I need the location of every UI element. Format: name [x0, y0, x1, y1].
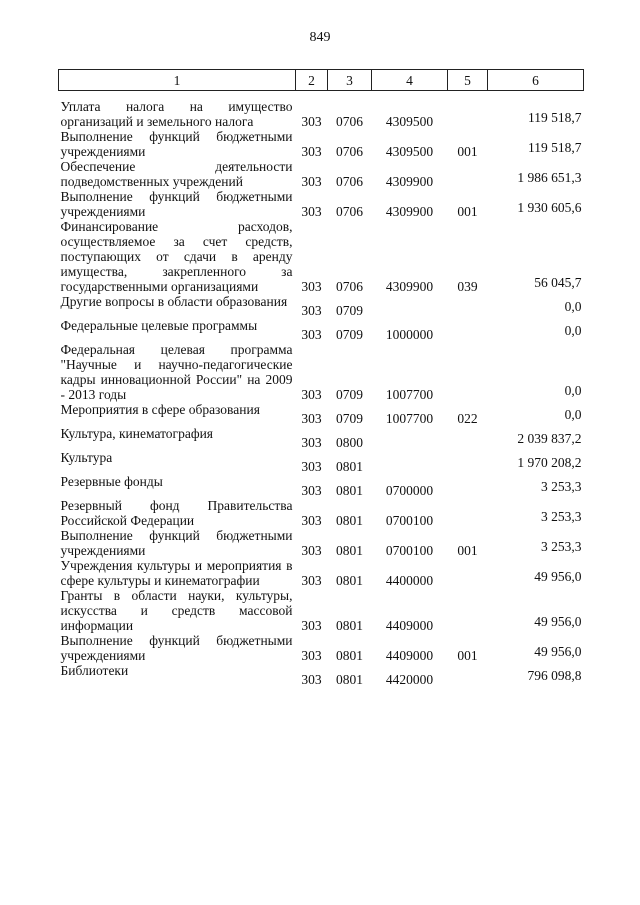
row-section-code: 0706 — [336, 144, 363, 159]
row-name-text: Культура — [60, 450, 113, 465]
row-admin-code: 303 — [301, 435, 322, 450]
row-section-code: 0801 — [336, 543, 363, 558]
row-section-code: 0706 — [336, 114, 363, 129]
row-expense-type: 001 — [457, 543, 478, 558]
header-row — [59, 70, 584, 91]
row-expense-type — [448, 450, 488, 474]
row-section-code: 0709 — [336, 387, 363, 402]
row-section-code: 0801 — [336, 483, 363, 498]
row-article-code: 0700100 — [385, 543, 434, 558]
row-name-text: Выполнение функций бюджетными учреждениями — [60, 528, 293, 558]
row-section-code: 0801 — [336, 648, 363, 663]
row-amount: 796 098,8 — [527, 668, 582, 683]
row-admin-code: 303 — [301, 303, 322, 318]
row-amount: 0,0 — [564, 323, 582, 338]
table-header — [59, 70, 584, 91]
row-name — [59, 129, 296, 159]
budget-table — [58, 69, 584, 687]
row-article-code: 1000000 — [385, 327, 434, 342]
row-name-text: Библиотеки — [60, 663, 129, 678]
row-admin-code: 303 — [301, 204, 322, 219]
row-name-text: Выполнение функций бюджетными учреждениями — [60, 633, 293, 663]
row-name-text: Гранты в области науки, культуры, искусства и средств массовой информации — [60, 588, 293, 633]
row-name — [59, 450, 296, 474]
row-amount: 119 518,7 — [528, 110, 582, 125]
row-amount: 3 253,3 — [541, 539, 582, 554]
row-section-code: 0801 — [336, 672, 363, 687]
row-expense-type: 001 — [457, 204, 478, 219]
table-row — [59, 91, 584, 130]
row-name — [59, 426, 296, 450]
row-section-code: 0709 — [336, 327, 363, 342]
row-amount: 0,0 — [564, 299, 582, 314]
row-name — [59, 558, 296, 588]
table-row — [59, 498, 584, 528]
header-col-3: 3 — [328, 70, 372, 91]
row-amount: 3 253,3 — [541, 479, 582, 494]
row-admin-code: 303 — [301, 459, 322, 474]
header-col-2: 2 — [296, 70, 328, 91]
row-amount: 1 986 651,3 — [517, 170, 582, 185]
table-row — [59, 402, 584, 426]
row-admin-code: 303 — [301, 543, 322, 558]
row-admin-code: 303 — [301, 327, 322, 342]
row-admin-code: 303 — [301, 672, 322, 687]
table-row — [59, 558, 584, 588]
row-name-text: Федеральные целевые программы — [60, 318, 258, 333]
row-article-code: 4400000 — [385, 573, 434, 588]
row-article-code: 4420000 — [385, 672, 434, 687]
row-expense-type — [448, 588, 488, 633]
row-amount: 49 956,0 — [534, 614, 582, 629]
table-row — [59, 219, 584, 294]
row-article-code: 4409000 — [385, 618, 434, 633]
row-name-text: Резервный фонд Правительства Российской Федерации — [60, 498, 293, 528]
row-admin-code: 303 — [301, 648, 322, 663]
row-admin-code: 303 — [301, 174, 322, 189]
row-section-code: 0706 — [336, 174, 363, 189]
row-amount: 119 518,7 — [528, 140, 582, 155]
row-name — [59, 588, 296, 633]
row-name-text: Резервные фонды — [60, 474, 163, 489]
row-expense-type — [448, 318, 488, 342]
row-name-text: Культура, кинематография — [60, 426, 214, 441]
row-article-code: 4309500 — [385, 114, 434, 129]
row-name-text: Другие вопросы в области образования — [60, 294, 288, 309]
row-expense-type: 022 — [457, 411, 478, 426]
table-row — [59, 318, 584, 342]
table-row — [59, 426, 584, 450]
row-name-text: Финансирование расходов, осуществляемое за счет средств, поступающих от сдачи в аренду имущества, закрепленного за государственными организациями — [60, 219, 293, 294]
row-admin-code: 303 — [301, 513, 322, 528]
row-name — [59, 318, 296, 342]
row-expense-type — [448, 342, 488, 402]
row-amount: 1 970 208,2 — [517, 455, 582, 470]
row-name-text: Учреждения культуры и мероприятия в сфере культуры и кинематографии — [60, 558, 293, 588]
row-name — [59, 159, 296, 189]
row-admin-code: 303 — [301, 618, 322, 633]
row-admin-code: 303 — [301, 483, 322, 498]
row-name-text: Выполнение функций бюджетными учреждениями — [60, 189, 293, 219]
table-row — [59, 294, 584, 318]
row-article-code: 1007700 — [385, 387, 434, 402]
row-amount: 1 930 605,6 — [517, 200, 582, 215]
row-article-code: 4309900 — [385, 174, 434, 189]
row-amount: 3 253,3 — [541, 509, 582, 524]
table-row — [59, 633, 584, 663]
row-article-code: 4309900 — [385, 279, 434, 294]
table-row — [59, 663, 584, 687]
row-name — [59, 189, 296, 219]
row-admin-code: 303 — [301, 279, 322, 294]
row-section-code: 0801 — [336, 459, 363, 474]
row-expense-type — [448, 294, 488, 318]
table-row — [59, 129, 584, 159]
table-body — [59, 91, 584, 688]
row-name — [59, 402, 296, 426]
row-admin-code: 303 — [301, 573, 322, 588]
row-article-code: 4409000 — [385, 648, 434, 663]
header-col-1: 1 — [59, 70, 296, 91]
row-expense-type: 039 — [457, 279, 478, 294]
row-article-code: 4309500 — [385, 144, 434, 159]
row-section-code: 0800 — [336, 435, 363, 450]
row-section-code: 0706 — [336, 279, 363, 294]
row-article-code — [372, 426, 448, 450]
row-section-code: 0709 — [336, 303, 363, 318]
table-row — [59, 189, 584, 219]
row-name-text: Выполнение функций бюджетными учреждениями — [60, 129, 293, 159]
row-article-code — [372, 294, 448, 318]
row-article-code — [372, 450, 448, 474]
row-admin-code: 303 — [301, 114, 322, 129]
row-article-code: 0700100 — [385, 513, 434, 528]
row-name — [59, 342, 296, 402]
row-name — [59, 294, 296, 318]
row-article-code: 4309900 — [385, 204, 434, 219]
row-expense-type: 001 — [457, 648, 478, 663]
row-expense-type — [448, 159, 488, 189]
row-admin-code: 303 — [301, 387, 322, 402]
row-admin-code: 303 — [301, 144, 322, 159]
row-article-code: 0700000 — [385, 483, 434, 498]
table-row — [59, 159, 584, 189]
row-expense-type: 001 — [457, 144, 478, 159]
row-expense-type — [448, 558, 488, 588]
table-row — [59, 588, 584, 633]
row-name-text: Мероприятия в сфере образования — [60, 402, 260, 417]
row-expense-type — [448, 474, 488, 498]
row-name-text: Обеспечение деятельности подведомственных учреждений — [60, 159, 293, 189]
row-amount: 49 956,0 — [534, 644, 582, 659]
row-expense-type — [448, 91, 488, 130]
row-amount: 56 045,7 — [534, 275, 582, 290]
header-col-6: 6 — [488, 70, 584, 91]
row-amount: 2 039 837,2 — [517, 431, 582, 446]
row-name — [59, 91, 296, 130]
table-row — [59, 450, 584, 474]
row-expense-type — [448, 663, 488, 687]
row-article-code: 1007700 — [385, 411, 434, 426]
row-section-code: 0801 — [336, 573, 363, 588]
row-section-code: 0709 — [336, 411, 363, 426]
table-row — [59, 474, 584, 498]
row-amount: 49 956,0 — [534, 569, 582, 584]
row-amount: 0,0 — [564, 383, 582, 398]
row-name-text: Уплата налога на имущество организаций и земельного налога — [60, 99, 293, 129]
row-amount: 0,0 — [564, 407, 582, 422]
row-expense-type — [448, 498, 488, 528]
row-expense-type — [448, 426, 488, 450]
row-name — [59, 498, 296, 528]
table-row — [59, 342, 584, 402]
row-name — [59, 528, 296, 558]
row-section-code: 0801 — [336, 513, 363, 528]
row-admin-code: 303 — [301, 411, 322, 426]
row-name-text: Федеральная целевая программа "Научные и научно-педагогические кадры инновационной России" на 2009 - 2013 годы — [60, 342, 293, 402]
header-col-5: 5 — [448, 70, 488, 91]
row-name — [59, 663, 296, 687]
row-section-code: 0801 — [336, 618, 363, 633]
row-section-code: 0706 — [336, 204, 363, 219]
table-row — [59, 528, 584, 558]
row-name — [59, 474, 296, 498]
row-name — [59, 633, 296, 663]
row-name — [59, 219, 296, 294]
header-col-4: 4 — [372, 70, 448, 91]
page-number: 849 — [309, 30, 331, 45]
